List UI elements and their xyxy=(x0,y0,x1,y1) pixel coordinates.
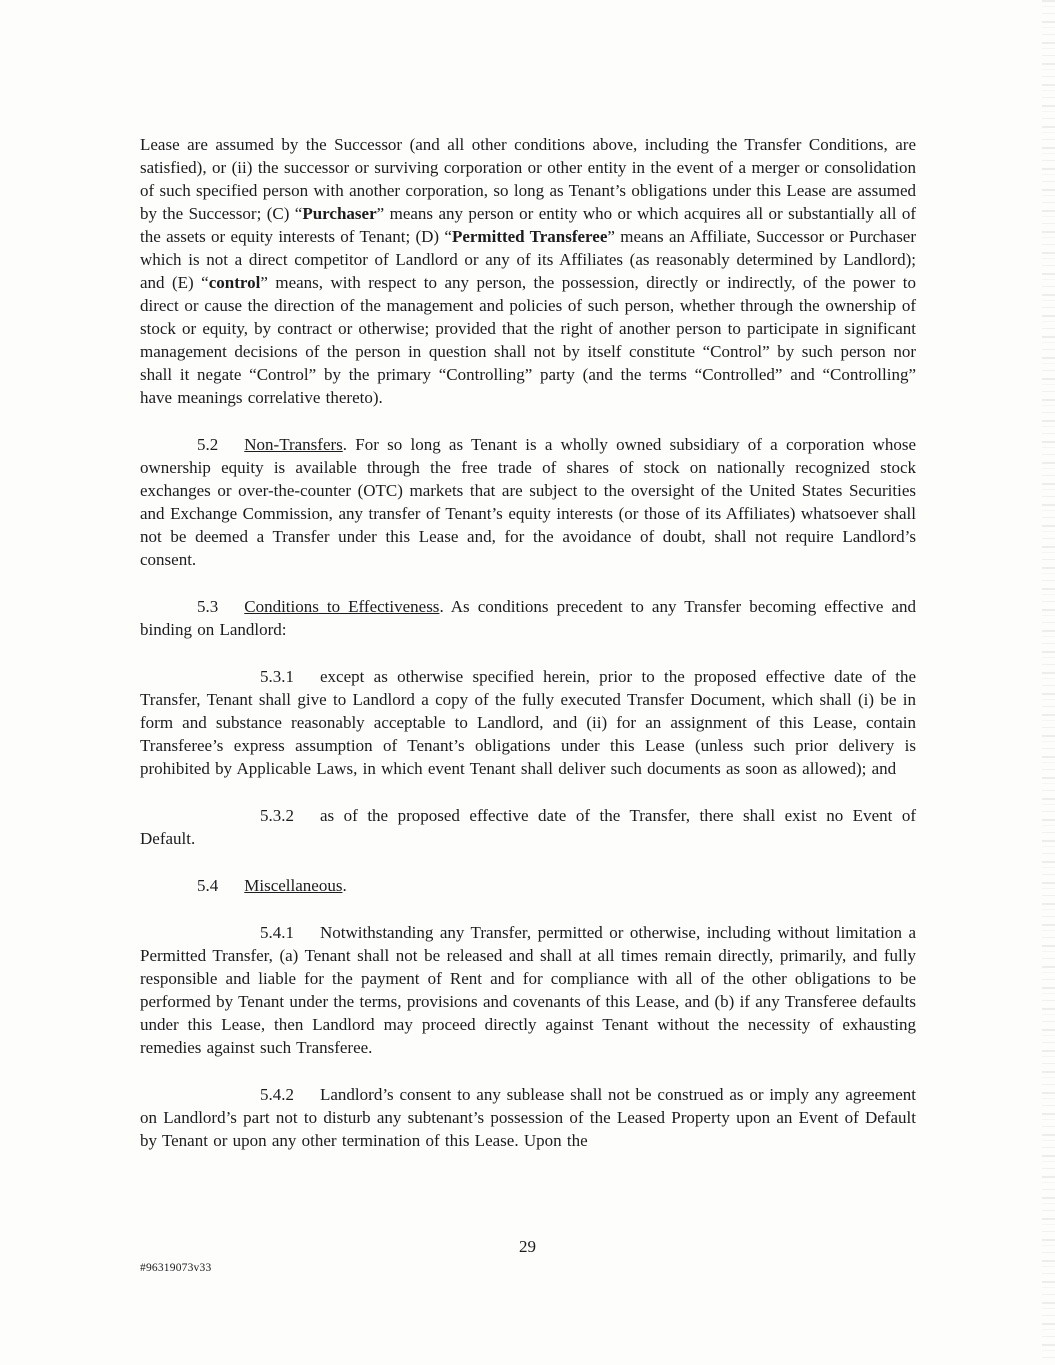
document-id-footer: #96319073v33 xyxy=(140,1262,212,1274)
section-5-3-1: 5.3.1 except as otherwise specified herein, prior to the proposed effective date of the Transfer, Tenant shall give to Landlord a copy of the fully executed Transfer Document, which shall (i) be in form and substance reasonably acceptable to Landlord, and (ii) for an assignment of this Lease, contain Transferee’s express assumption of Tenant’s obligations under this Lease (unless such prior delivery is prohibited by Applicable Laws, in which event Tenant shall deliver such documents as soon as allowed); and xyxy=(140,667,916,778)
section-5-2-non-transfers: 5.2 Non-Transfers. For so long as Tenant is a wholly owned subsidiary of a corporation whose ownership equity is available through the free trade of shares of stock on nationally recognized stock exchanges or over-the-counter (OTC) markets that are subject to the oversight of the United States Securities and Exchange Commission, any transfer of Tenant’s equity interests (or those of its Affiliates) whatsoever shall not be deemed a Transfer under this Lease and, for the avoidance of doubt, shall not require Landlord’s consent. xyxy=(140,435,916,569)
scan-artifact-right-edge xyxy=(1042,0,1055,1365)
section-5-3-2: 5.3.2 as of the proposed effective date of the Transfer, there shall exist no Event of Default. xyxy=(140,806,916,848)
section-5-4-2: 5.4.2 Landlord’s consent to any sublease shall not be construed as or imply any agreement on Landlord’s part not to disturb any subtenant’s possession of the Leased Property upon an Event of Default by Tenant or upon any other termination of this Lease. Upon the xyxy=(140,1085,916,1150)
paragraph-continuation: Lease are assumed by the Successor (and all other conditions above, including the Transfer Conditions, are satisfied), or (ii) the successor or surviving corporation or other entity in the event of a merger or consolidation of such specified person with another corporation, so long as Tenant’s obligations under this Lease are assumed by the Successor; (C) “Purchaser” means any person or entity who or which acquires all or substantially all of the assets or equity interests of Tenant; (D) “Permitted Transferee” means an Affiliate, Successor or Purchaser which is not a direct competitor of Landlord or any of its Affiliates (as reasonably determined by Landlord); and (E) “control” means, with respect to any person, the possession, directly or indirectly, of the power to direct or cause the direction of the management and policies of such person, whether through the ownership of stock or equity, by contract or otherwise; provided that the right of another person to participate in significant management decisions of the person in question shall not by itself constitute “Control” by such person nor shall it negate “Control” by the primary “Controlling” party (and the terms “Controlled” and “Controlling” have meanings correlative thereto). xyxy=(140,135,917,407)
page-number: 29 xyxy=(519,1237,536,1256)
section-5-4-miscellaneous: 5.4 Miscellaneous. xyxy=(197,876,347,895)
section-5-4-1: 5.4.1 Notwithstanding any Transfer, permitted or otherwise, including without limitation a Permitted Transfer, (a) Tenant shall not be released and shall at all times remain directly, primarily, and fully responsible and liable for the payment of Rent and for compliance with all of the other obligations to be performed by Tenant under the terms, provisions and covenants of this Lease, and (b) if any Transferee defaults under this Lease, then Landlord may proceed directly against Tenant without the necessity of exhausting remedies against such Transferee. xyxy=(140,923,916,1057)
section-5-3-conditions-to-effectiveness: 5.3 Conditions to Effectiveness. As conditions precedent to any Transfer becoming effective and binding on Landlord: xyxy=(140,597,917,639)
page-content xyxy=(140,133,916,1176)
